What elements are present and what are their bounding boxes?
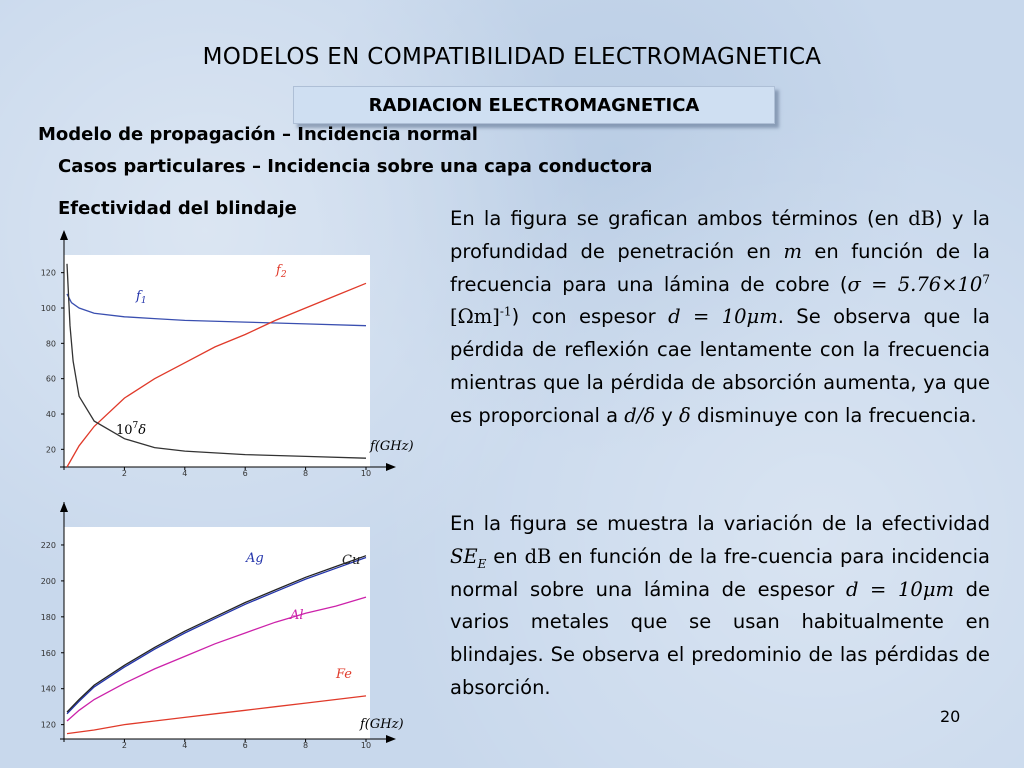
- y-tick-label: 60: [45, 374, 56, 384]
- heading-cases: Casos particulares – Incidencia sobre una capa conductora: [58, 156, 653, 177]
- chart-shielding: [0, 0, 430, 768]
- slide-title: MODELOS EN COMPATIBILIDAD ELECTROMAGNETICA: [202, 44, 822, 70]
- paragraph-shielding: En la figura se muestra la variación de la efectividad $SE_E$ en dB en función de la fre-cuencia para incidencia normal sobre una lámina de espesor d = 10μm de varios metales que se usan habitualmente en blindajes. Se observa el predominio de las pérdidas de absorción.: [450, 512, 991, 699]
- x-tick-label: 4: [182, 469, 188, 478]
- y-tick-label: 160: [40, 648, 56, 658]
- y-tick-label: 220: [40, 540, 56, 550]
- x-tick-label: 8: [303, 469, 309, 478]
- x-axis-label: f(GHz): [370, 439, 414, 454]
- y-tick-label: 120: [40, 720, 56, 730]
- x-axis-label-2: f(GHz): [360, 717, 404, 732]
- y-tick-label: 180: [40, 612, 56, 622]
- y-tick-label: 80: [45, 339, 56, 349]
- x-tick-label: 6: [242, 741, 248, 750]
- y-tick-label: 40: [45, 410, 56, 419]
- subtitle-text: RADIACION ELECTROMAGNETICA: [368, 94, 700, 116]
- y-tick-label: 140: [40, 684, 56, 694]
- y-tick-label: 100: [40, 304, 56, 313]
- y-tick-label: 200: [40, 576, 56, 586]
- series-label-fe: Fe: [336, 667, 353, 682]
- heading-model: Modelo de propagación – Incidencia normal: [38, 124, 478, 145]
- series-label-ag: Ag: [246, 551, 264, 566]
- x-tick-label: 6: [242, 469, 248, 478]
- y-tick-label: 20: [45, 445, 56, 455]
- x-tick-label: 10: [360, 741, 372, 750]
- heading-effectiveness: Efectividad del blindaje: [58, 198, 297, 219]
- series-label-f1: $f_1$: [136, 289, 147, 306]
- x-tick-label: 2: [121, 469, 127, 478]
- series-label-delta: $10^7\delta$: [116, 421, 147, 438]
- page-number: 20: [940, 707, 961, 726]
- series-label-f2: $f_2$: [276, 263, 287, 280]
- x-tick-label: 10: [360, 469, 372, 478]
- x-tick-label: 2: [121, 741, 127, 750]
- x-tick-label: 4: [182, 741, 188, 750]
- series-label-cu: Cu: [342, 553, 361, 568]
- paragraph-terms: En la figura se grafican ambos términos (en dB) y la profundidad de penetración en m en función de la frecuencia para una lámina de cobre ($\sigma = 5.76\times 10^7$ $[\Omega m]^{-1}$) con espesor d = 10μm. Se observa que la pérdida de reflexión cae lentamente con la frecuencia mientras que la pérdida de absorción aumenta, ya que es proporcional a d/δ y δ disminuye con la frecuencia.: [450, 207, 990, 427]
- x-tick-label: 8: [303, 741, 309, 750]
- series-label-al: Al: [290, 608, 304, 623]
- y-tick-label: 120: [40, 268, 56, 278]
